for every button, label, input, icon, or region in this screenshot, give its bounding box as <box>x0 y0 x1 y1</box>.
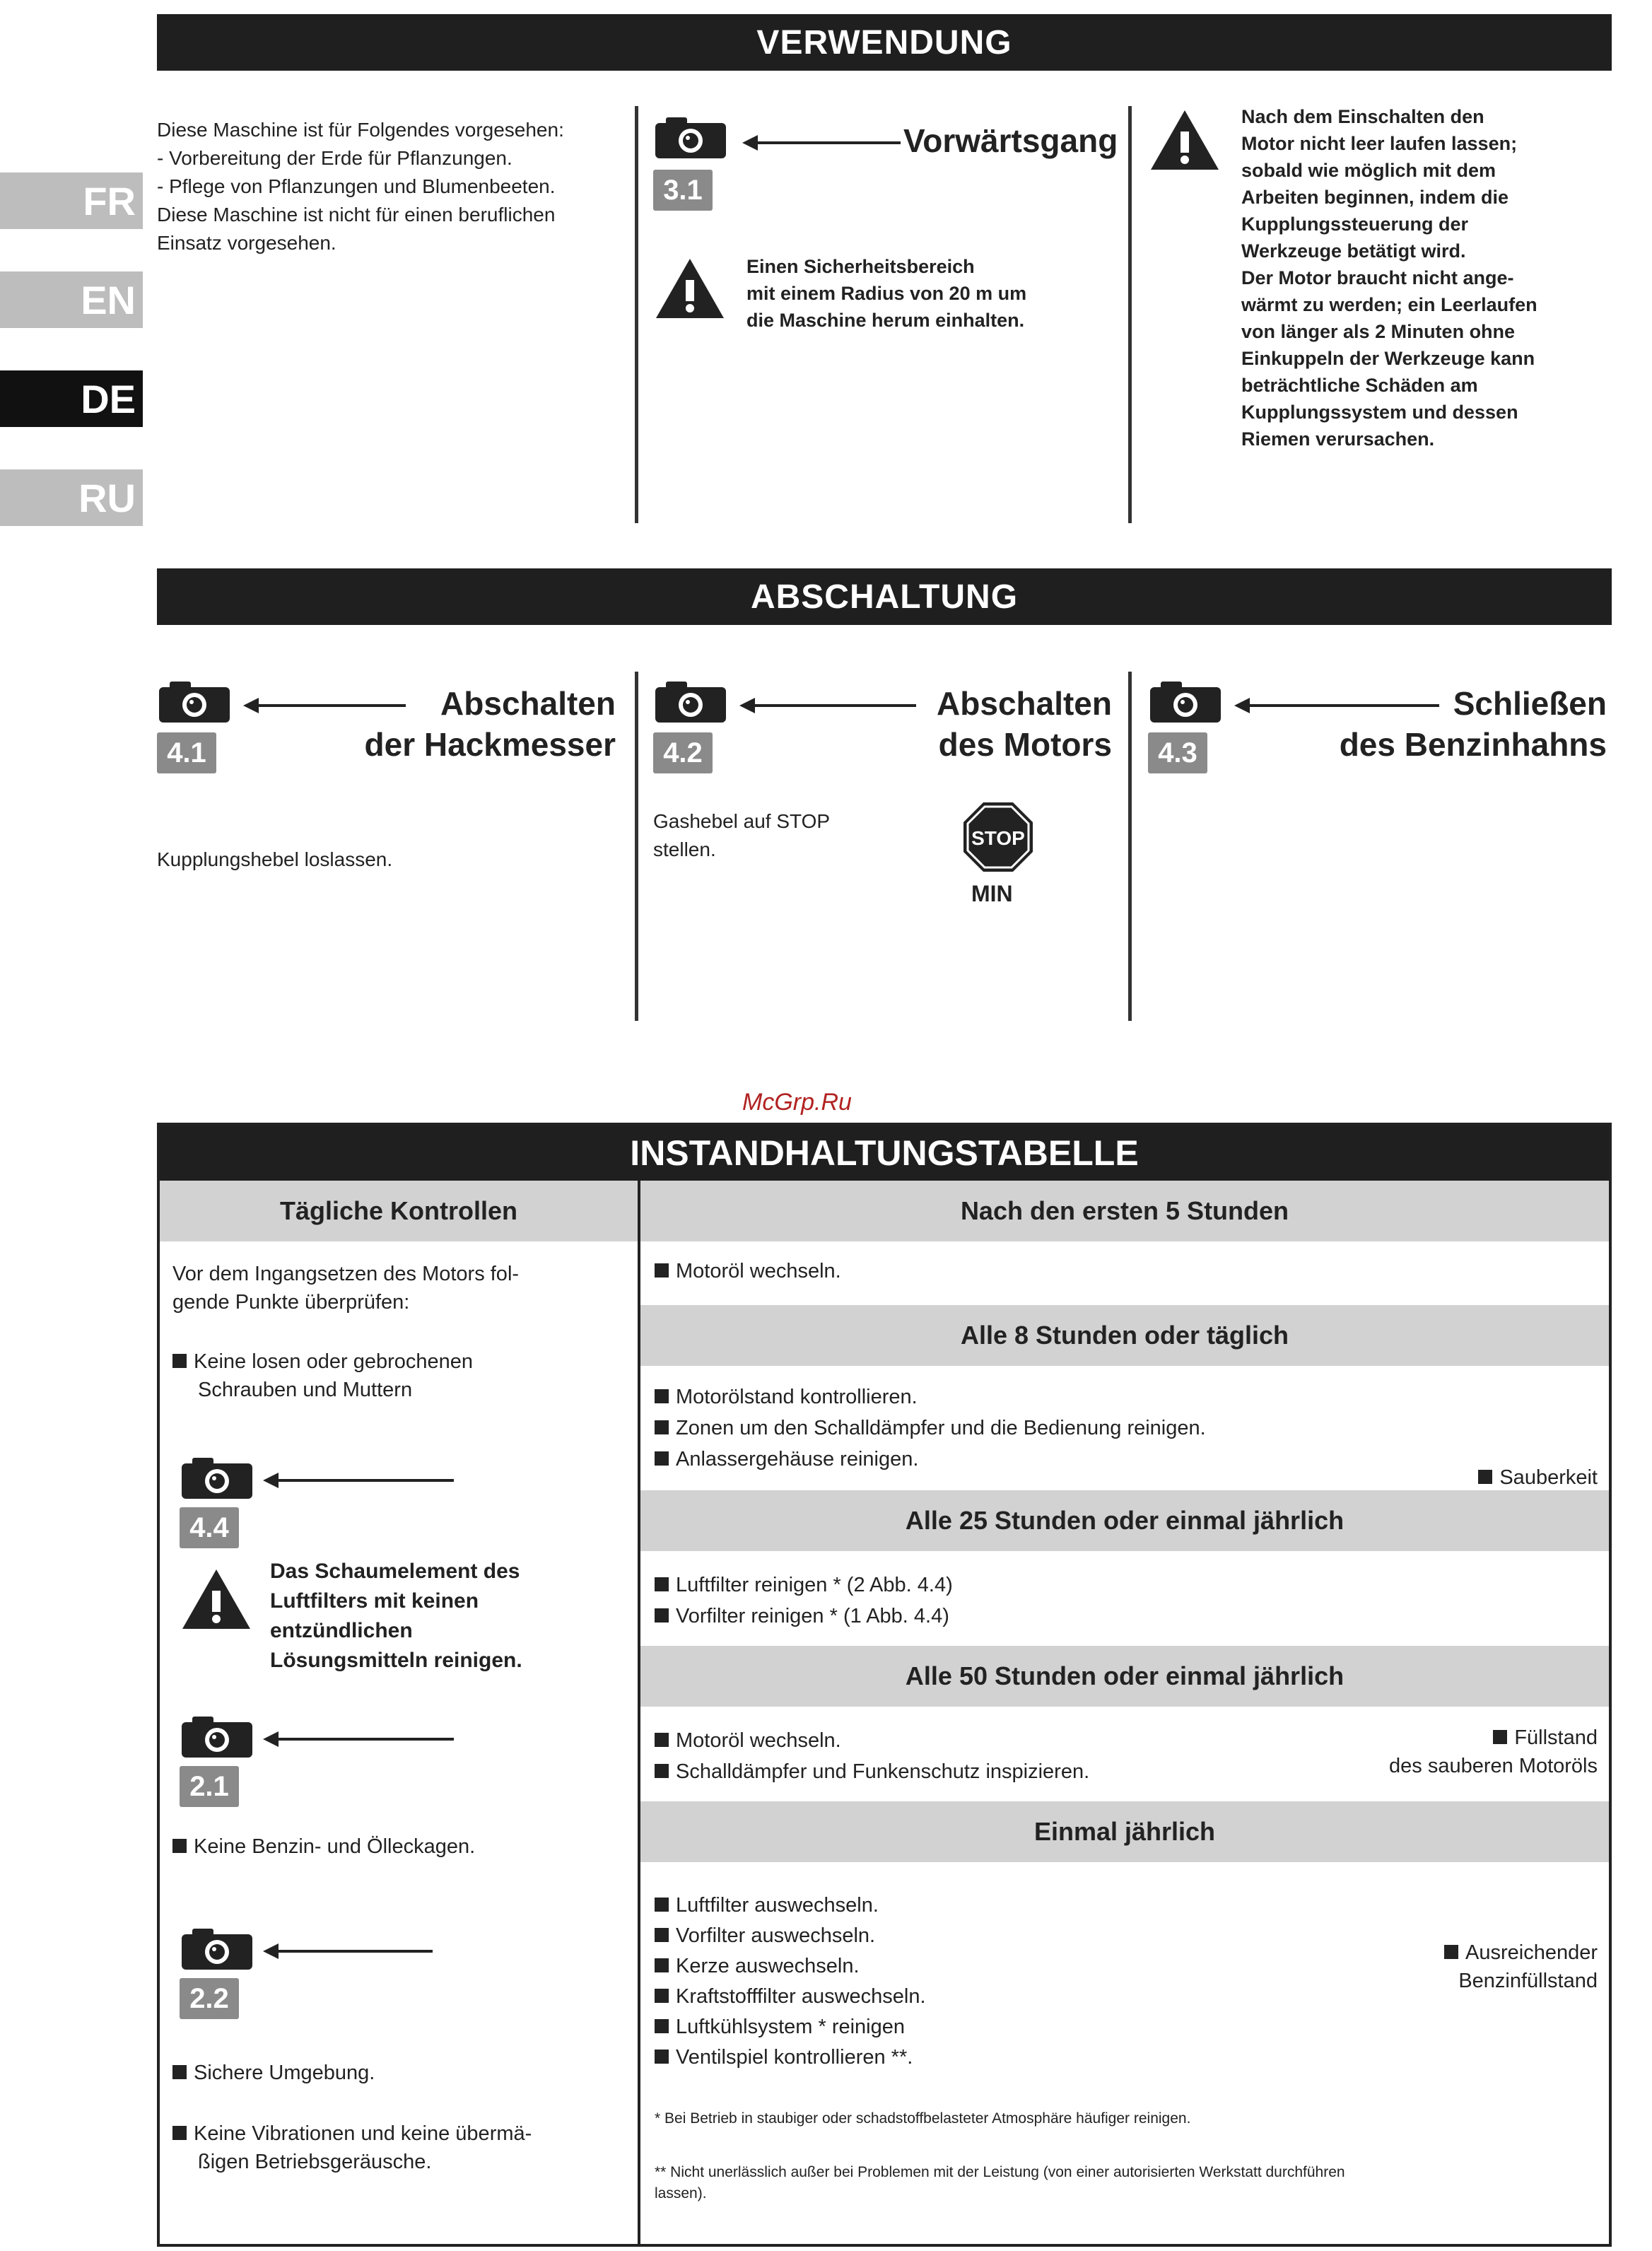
lang-tab-ru[interactable]: RU <box>0 469 143 526</box>
item-line: Motoröl wechseln. <box>676 1729 841 1752</box>
item-line: Vorfilter auswechseln. <box>676 1924 876 1947</box>
safety-line: die Maschine herum einhalten. <box>746 310 1025 331</box>
intro-line: Diese Maschine ist für Folgendes vorgesehen: <box>157 119 564 141</box>
item-line: Ventilspiel kontrollieren **. <box>676 2046 913 2069</box>
warning-line: Werkzeuge betätigt wird. <box>1241 240 1466 262</box>
bullet-icon <box>655 1608 669 1623</box>
title-line: Schließen <box>1453 685 1607 722</box>
lang-tab-de[interactable]: DE <box>0 370 143 427</box>
idle-warning <box>1241 103 1537 452</box>
bullet-icon <box>655 1898 669 1912</box>
warning-line: beträchtliche Schäden am <box>1241 375 1478 396</box>
photo-title <box>1340 683 1607 765</box>
camera-icon <box>1148 680 1223 724</box>
warning-line: entzündlichen <box>270 1619 413 1642</box>
item-line: Schalldämpfer und Funkenschutz inspizieren. <box>676 1760 1090 1783</box>
verwendung-intro <box>157 116 638 257</box>
bullet-icon <box>172 1839 187 1853</box>
photo-title: Vorwärtsgang <box>903 122 1118 159</box>
item-line: Luftfilter auswechseln. <box>676 1894 879 1917</box>
photo-number: 4.2 <box>653 732 713 773</box>
photo-caption <box>1444 1939 1598 1995</box>
verwendung-heading: VERWENDUNG <box>157 14 1612 71</box>
item-line: Motorölstand kontrollieren. <box>676 1386 918 1408</box>
item-line: Keine Vibrationen und keine übermä- <box>194 2122 532 2145</box>
bullet-icon <box>655 1928 669 1942</box>
camera-icon <box>653 116 728 160</box>
title-line: des Benzinhahns <box>1339 726 1607 763</box>
bullet-icon <box>172 2065 187 2079</box>
bullet-icon <box>172 1354 187 1368</box>
photo-number: 4.1 <box>157 732 216 773</box>
section-header: Einmal jährlich <box>640 1801 1609 1862</box>
footnote-line: lassen). <box>655 2185 707 2202</box>
title-line: des Motors <box>938 726 1112 763</box>
step-text <box>653 807 830 864</box>
intro-line: - Pflege von Pflanzungen und Blumenbeeten. <box>157 175 556 197</box>
title-line: der Hackmesser <box>364 726 616 763</box>
item-line: Kerze auswechseln. <box>676 1955 860 1977</box>
check-item <box>172 1347 473 1404</box>
warning-line: Riemen verursachen. <box>1241 428 1435 450</box>
warning-line: Kupplungssystem und dessen <box>1241 402 1518 423</box>
warning-line: Der Motor braucht nicht ange- <box>1241 267 1514 288</box>
caption-line: Sauberkeit <box>1499 1466 1598 1489</box>
item-line: Luftkühlsystem * reinigen <box>676 2016 905 2038</box>
section-items <box>655 1569 953 1632</box>
caption-line: Benzinfüllstand <box>1458 1970 1598 1992</box>
stop-sign-icon <box>961 800 1035 874</box>
warning-icon <box>180 1567 253 1632</box>
text-line: Gashebel auf STOP <box>653 810 831 832</box>
warning-line: sobald wie möglich mit dem <box>1241 160 1496 181</box>
left-column-header: Tägliche Kontrollen <box>160 1181 638 1241</box>
column-divider <box>1128 106 1132 523</box>
warning-line: Lösungsmitteln reinigen. <box>270 1649 522 1672</box>
item-line: Kraftstofffilter auswechseln. <box>676 1985 926 2008</box>
warning-line: Das Schaumelement des <box>270 1560 520 1583</box>
check-item <box>172 2120 532 2176</box>
item-line: Luftfilter reinigen * (2 Abb. 4.4) <box>676 1574 953 1596</box>
photo-number: 2.1 <box>180 1766 239 1807</box>
bullet-icon <box>655 1989 669 2003</box>
caption-line: Ausreichender <box>1465 1941 1598 1964</box>
bullet-icon <box>1444 1945 1458 1959</box>
text-line: stellen. <box>653 838 716 860</box>
camera-icon <box>180 1456 254 1500</box>
bullet-icon <box>1478 1470 1492 1484</box>
photo-title <box>937 683 1112 765</box>
stop-label: STOP <box>971 827 1025 849</box>
item-line: Zonen um den Schalldämpfer und die Bedienung reinigen. <box>676 1417 1206 1439</box>
warning-line: Nach dem Einschalten den <box>1241 106 1484 127</box>
title-line: Abschalten <box>440 685 616 722</box>
photo-number: 4.4 <box>180 1507 239 1548</box>
column-divider <box>1128 672 1132 1021</box>
lang-tab-fr[interactable]: FR <box>0 173 143 229</box>
item-line: Keine Benzin- und Ölleckagen. <box>194 1835 476 1858</box>
arrow-left-icon <box>277 1950 433 1953</box>
photo-number: 3.1 <box>653 170 713 211</box>
abschaltung-heading: ABSCHALTUNG <box>157 568 1612 625</box>
bullet-icon <box>655 1451 669 1466</box>
left-intro <box>172 1260 519 1316</box>
bullet-icon <box>655 1263 669 1277</box>
safety-line: Einen Sicherheitsbereich <box>746 256 975 277</box>
warning-line: von länger als 2 Minuten ohne <box>1241 321 1516 342</box>
safety-line: mit einem Radius von 20 m um <box>746 283 1027 304</box>
column-divider <box>635 106 638 523</box>
section-items <box>655 1257 841 1285</box>
foam-warning <box>270 1557 522 1676</box>
item-line: Sichere Umgebung. <box>194 2062 375 2084</box>
bullet-icon <box>655 1764 669 1778</box>
section-header: Nach den ersten 5 Stunden <box>640 1181 1609 1241</box>
lang-tab-en[interactable]: EN <box>0 271 143 328</box>
intro-line: gende Punkte überprüfen: <box>172 1291 410 1314</box>
arrow-left-icon <box>754 704 916 707</box>
intro-line: Einsatz vorgesehen. <box>157 232 336 254</box>
check-item <box>172 1832 475 1861</box>
section-items <box>655 1890 926 2073</box>
table-heading: INSTANDHALTUNGSTABELLE <box>160 1126 1609 1181</box>
bullet-icon <box>655 1958 669 1972</box>
bullet-icon <box>655 1733 669 1747</box>
footnote: * Bei Betrieb in staubiger oder schadstoffbelasteter Atmosphäre häufiger reinigen. <box>655 2110 1191 2127</box>
bullet-icon <box>655 1577 669 1591</box>
bullet-icon <box>655 2019 669 2033</box>
bullet-icon <box>172 2126 187 2140</box>
warning-line: Einkuppeln der Werkzeuge kann <box>1241 348 1535 369</box>
warning-line: Arbeiten beginnen, indem die <box>1241 187 1509 208</box>
item-line: Schrauben und Muttern <box>198 1379 413 1401</box>
title-line: Abschalten <box>937 685 1112 722</box>
section-header: Alle 25 Stunden oder einmal jährlich <box>640 1490 1609 1551</box>
caption-line: Füllstand <box>1514 1726 1598 1749</box>
photo-number: 4.3 <box>1148 732 1207 773</box>
section-header: Alle 8 Stunden oder täglich <box>640 1305 1609 1366</box>
photo-number: 2.2 <box>180 1978 239 2019</box>
camera-icon <box>653 680 728 724</box>
footnote-line: ** Nicht unerlässlich außer bei Problemen mit der Leistung (von einer autorisierten Werkstatt durchführen <box>655 2164 1345 2180</box>
bullet-icon <box>655 2050 669 2064</box>
step-text: Kupplungshebel loslassen. <box>157 848 393 870</box>
section-header: Alle 50 Stunden oder einmal jährlich <box>640 1646 1609 1707</box>
photo-title <box>365 683 616 765</box>
bullet-icon <box>655 1420 669 1434</box>
section-items <box>655 1381 1206 1475</box>
min-label: MIN <box>971 881 1013 906</box>
camera-icon <box>180 1927 254 1971</box>
bullet-icon <box>1493 1730 1507 1744</box>
photo-caption <box>1389 1724 1598 1780</box>
arrow-left-icon <box>277 1479 454 1482</box>
section-items <box>655 1725 1089 1787</box>
warning-line: Motor nicht leer laufen lassen; <box>1241 133 1518 154</box>
footnote <box>655 2162 1595 2204</box>
bullet-icon <box>655 1389 669 1403</box>
check-item <box>172 2059 375 2087</box>
item-line: Anlassergehäuse reinigen. <box>676 1448 919 1471</box>
camera-icon <box>157 680 232 724</box>
warning-line: Luftfilters mit keinen <box>270 1589 479 1613</box>
intro-line: Vor dem Ingangsetzen des Motors fol- <box>172 1263 520 1285</box>
warning-icon <box>653 256 727 321</box>
item-line: Motoröl wechseln. <box>676 1260 841 1282</box>
warning-icon <box>1148 107 1222 173</box>
safety-note <box>746 253 1026 334</box>
watermark: McGrp.Ru <box>742 1089 852 1116</box>
item-line: ßigen Betriebsgeräusche. <box>198 2151 432 2173</box>
warning-line: wärmt zu werden; ein Leerlaufen <box>1241 294 1537 315</box>
caption-line: des sauberen Motoröls <box>1389 1755 1598 1777</box>
warning-line: Kupplungssteuerung der <box>1241 214 1469 235</box>
intro-line: - Vorbereitung der Erde für Pflanzungen. <box>157 147 512 169</box>
column-divider <box>635 672 638 1021</box>
camera-icon <box>180 1715 254 1759</box>
arrow-left-icon <box>756 141 901 144</box>
arrow-left-icon <box>277 1738 454 1741</box>
intro-line: Diese Maschine ist nicht für einen beruflichen <box>157 204 556 226</box>
item-line: Vorfilter reinigen * (1 Abb. 4.4) <box>676 1605 949 1627</box>
maintenance-table <box>157 1123 1612 2247</box>
item-line: Keine losen oder gebrochenen <box>194 1350 474 1373</box>
